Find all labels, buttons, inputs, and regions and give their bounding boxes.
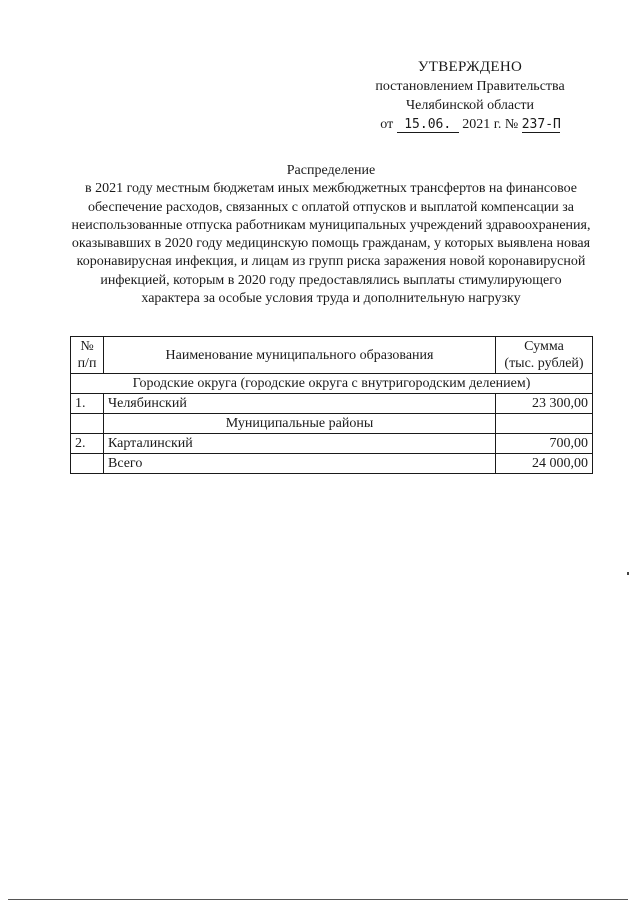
approval-line-2: Челябинской области xyxy=(406,98,534,113)
date-suffix: 2021 г. № xyxy=(462,117,519,132)
header-sum xyxy=(496,337,593,374)
date-value: 15.06. xyxy=(397,118,459,133)
row-num: 1. xyxy=(71,394,104,414)
group-sum-empty xyxy=(496,414,593,434)
group-city-districts: Городские округа (городские округа с внутригородским делением) xyxy=(71,374,593,394)
total-label: Всего xyxy=(104,454,496,474)
group-row xyxy=(71,414,593,434)
total-sum: 24 000,00 xyxy=(496,454,593,474)
header-sum-line2: (тыс. рублей) xyxy=(504,356,584,371)
approval-line-1: постановлением Правительства xyxy=(375,79,565,94)
document-heading xyxy=(70,162,592,308)
row-sum: 23 300,00 xyxy=(496,394,593,414)
header-name: Наименование муниципального образования xyxy=(104,337,496,374)
scan-bottom-edge xyxy=(8,899,628,900)
approval-stamp xyxy=(360,58,580,134)
total-row xyxy=(71,454,593,474)
header-num-line1: № xyxy=(80,339,94,354)
scan-speck xyxy=(627,572,629,575)
decree-number: 237-П xyxy=(521,117,561,132)
group-municipal-districts: Муниципальные районы xyxy=(104,414,496,434)
row-name: Карталинский xyxy=(104,434,496,454)
distribution-table xyxy=(70,336,593,474)
table-row xyxy=(71,434,593,454)
row-sum: 700,00 xyxy=(496,434,593,454)
heading-text: в 2021 году местным бюджетам иных межбюджетных трансфертов на финансовое обеспечение расходов, связанных с оплатой отпусков и выплатой компенсации за неиспользованные отпуска работникам муниципальных учреждений здравоохранения, оказывавших в 2020 году медицинскую помощь гражданам, у которых выявлена новая коронавирусная инфекция, и лицам из групп риска заражения новой коронавирусной инфекцией, которым в 2020 году предоставлялись выплаты стимулирующего характера за особые условия труда и дополнительную нагрузку xyxy=(71,181,591,307)
header-num xyxy=(71,337,104,374)
approval-date-line xyxy=(360,115,580,134)
row-name: Челябинский xyxy=(104,394,496,414)
header-num-line2: п/п xyxy=(77,356,97,371)
row-num: 2. xyxy=(71,434,104,454)
total-num xyxy=(71,454,104,474)
header-sum-line1: Сумма xyxy=(524,339,564,354)
table-header-row xyxy=(71,337,593,374)
approval-title: УТВЕРЖДЕНО xyxy=(417,59,523,75)
heading-title: Распределение xyxy=(286,163,376,178)
group-row xyxy=(71,374,593,394)
date-prefix: от xyxy=(380,117,394,132)
group-num-empty xyxy=(71,414,104,434)
table-row xyxy=(71,394,593,414)
